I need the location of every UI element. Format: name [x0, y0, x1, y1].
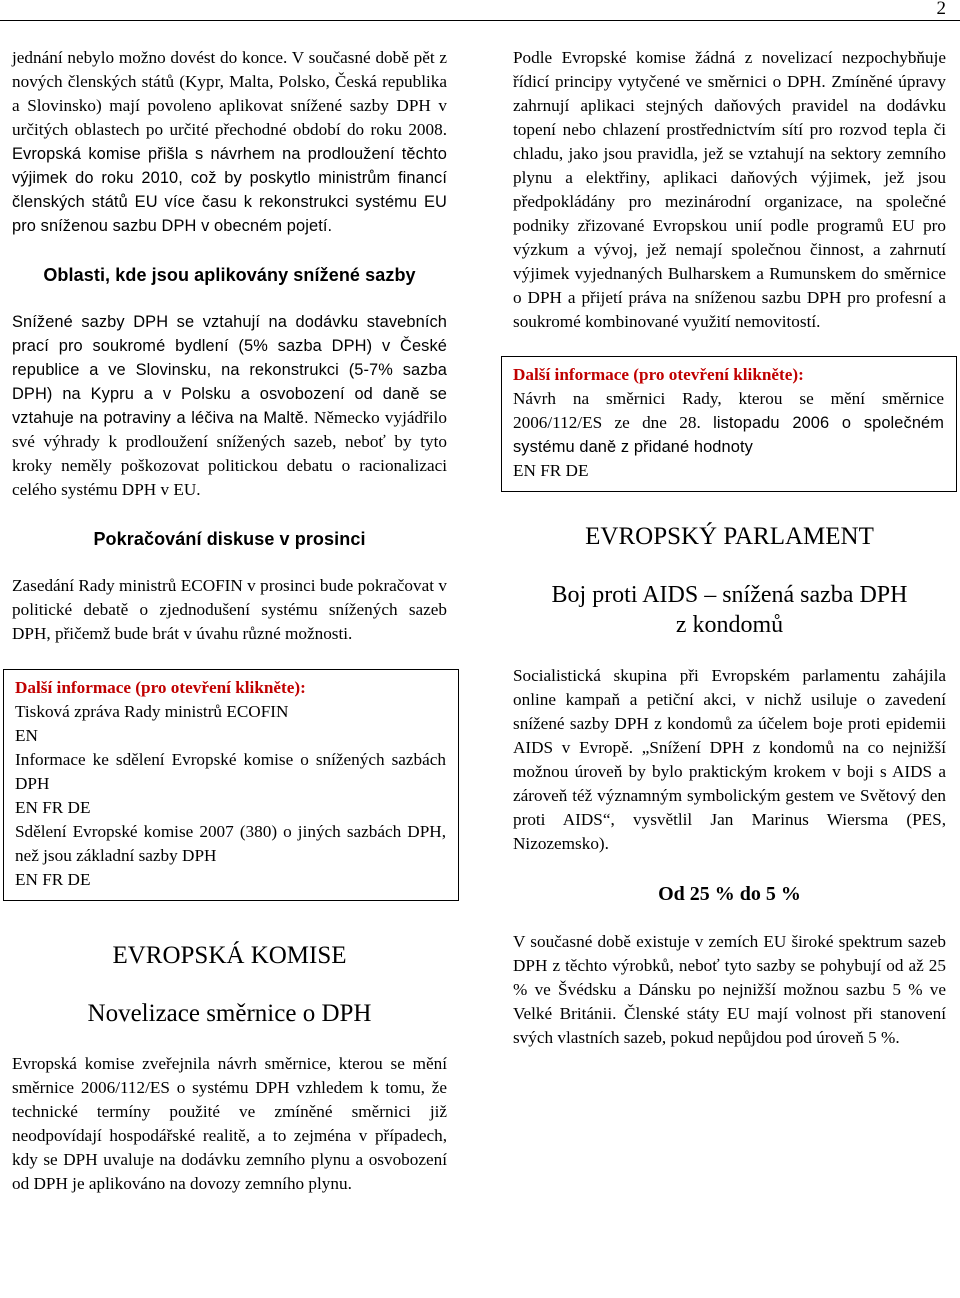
info-link-ecofin-languages[interactable]: EN: [15, 726, 38, 745]
left-column: [12, 46, 447, 1196]
further-info-box: [3, 669, 459, 901]
areas-text-sans: Snížené sazby DPH se vztahují na dodávku stavebních prací pro soukromé bydlení (5% sazba DPH) v České republice a ve Slovinsku, na rekonstrukci (5-7% sazba DPH) na Kypru a v Polsku a osvobození od daně se vztahuje na potraviny a léčiva na Maltě.: [12, 313, 447, 427]
article-title-vat-directive: Novelizace směrnice o DPH: [87, 1000, 372, 1027]
right-column: [513, 46, 946, 1050]
vat-directive-paragraph: Evropská komise zveřejnila návrh směrnice, kterou se mění směrnice 2006/112/ES o systému DPH vzhledem k tomu, že technické termíny použité ve zmíněné směrnici již neodpovídají hospodářské realitě, a to zejména v případech, kdy se DPH uvaluje na dodávku zemního plynu a osvobození od DPH je aplikováno na dovozy zemního plynu.: [12, 1054, 447, 1193]
heading-december-discussion: Pokračování diskuse v prosinci: [93, 529, 366, 549]
intro-text-serif: jednání nebylo možno dovést do konce. V současné době pět z nových členských států (Kypr, Malta, Polsko, Česká republika a Slovinsko) mají povoleno aplikovat snížené sazby DPH v určitých oblastech po určité přechodné období do roku 2008.: [12, 48, 447, 139]
article-title-line-1: Boj proti AIDS – snížená sazba DPH: [551, 582, 908, 608]
info-link-council-directive-proposal[interactable]: [513, 387, 944, 459]
commission-amendments-paragraph: Podle Evropské komise žádná z novelizací nezpochybňuje řídicí principy vytyčené ve směrnici o DPH. Zmíněné úpravy zahrnují aplikaci stejných daňových pravidel na dodávku topení nebo chlazení prostřednictvím sítí pro rozvod tepla či chladu, jako jsou pravidla, jež se vztahují na sektory zemního plynu a elektřiny, aplikaci daňových výjimek, jež jsou předpokládány pro mezinárodní organizace, na společné podniky zřizované Evropskou unií podle programů EU pro výzkum a vývoj, jež nemají společnou činnost, a zahrnutí výjimek vyjednaných Bulharskem a Rumunskem do směrnice o DPH a přijetí práva na sníženou sazbu DPH pro profesní a soukromé kombinované využití nemovitostí.: [513, 48, 946, 331]
info-box-title[interactable]: Další informace (pro otevření klikněte):: [15, 678, 306, 697]
further-info-box-right: [501, 356, 957, 492]
areas-paragraph: [12, 310, 447, 502]
info-link-text-sans: listopadu 2006 o společném systému daně z přidané hodnoty: [513, 414, 944, 456]
continuation-paragraph: Zasedání Rady ministrů ECOFIN v prosinci bude pokračovat v politické debatě o zjednodušení systému snížených sazeb DPH, přičemž bude brát v úvahu různé možnosti.: [12, 576, 447, 643]
header-rule: [0, 20, 960, 21]
intro-paragraph: [12, 46, 447, 238]
info-link-communication-languages[interactable]: EN FR DE: [15, 798, 91, 817]
info-link-2007-380-languages[interactable]: EN FR DE: [15, 870, 91, 889]
article-title-line-2: z kondomů: [675, 612, 784, 638]
intro-text-sans: Evropská komise přišla s návrhem na prodloužení těchto výjimek do roku 2010, což by poskytlo ministrům financí členských států EU více času k rekonstrukci systému EU pro sníženou sazbu DPH v obecném pojetí.: [12, 145, 447, 235]
areas-text-serif: Německo vyjádřilo své výhrady k prodloužení snížených sazeb, neboť by tyto kroky neměly poškozovat politickou debatu o racionalizaci celého systému DPH v EU.: [12, 408, 447, 499]
info-link-ecofin-press-release[interactable]: Tisková zpráva Rady ministrů ECOFIN: [15, 702, 289, 721]
heading-rates-range: Od 25 % do 5 %: [658, 883, 801, 905]
heading-reduced-rate-areas: Oblasti, kde jsou aplikovány snížené sazby: [43, 265, 416, 285]
rates-paragraph: V současné době existuje v zemích EU široké spektrum sazeb DPH z těchto výrobků, neboť tyto sazby se pohybují od až 25 % ve Švédsku a Dánsku po nejnižší možnou sazbu 5 % ve Velké Británii. Členské státy EU mají volnost při stanovení svých vlastních sazeb, pokud nepůjdou pod úroveň 5 %.: [513, 932, 946, 1047]
page-number: 2: [936, 0, 946, 19]
info-link-commission-communication-info[interactable]: Informace ke sdělení Evropské komise o snížených sazbách DPH: [15, 750, 446, 793]
article-title-aids: [513, 580, 946, 640]
info-box-title[interactable]: Další informace (pro otevření klikněte):: [513, 365, 804, 384]
info-link-directive-languages[interactable]: EN FR DE: [513, 461, 589, 480]
info-link-text-serif: Návrh na směrnici Rady, kterou se mění směrnice 2006/112/ES ze dne 28.: [513, 389, 944, 432]
info-link-communication-2007-380[interactable]: Sdělení Evropské komise 2007 (380) o jiných sazbách DPH, než jsou základní sazby DPH: [15, 822, 446, 865]
section-title-european-parliament: EVROPSKÝ PARLAMENT: [585, 523, 874, 550]
aids-campaign-paragraph: Socialistická skupina při Evropském parlamentu zahájila online kampaň a petiční akci, v nichž usiluje o zavedení snížené sazby DPH z kondomů za účelem boje proti epidemii AIDS v Evropě. „Snížení DPH z kondomů na co nejnižší možnou úroveň by bylo praktickým krokem v boji s AIDS a zároveň též významným symbolickým gestem ve Světový den proti AIDS“, vysvětlil Jan Marinus Wiersma (PES, Nizozemsko).: [513, 666, 946, 853]
section-title-european-commission: EVROPSKÁ KOMISE: [112, 942, 347, 969]
